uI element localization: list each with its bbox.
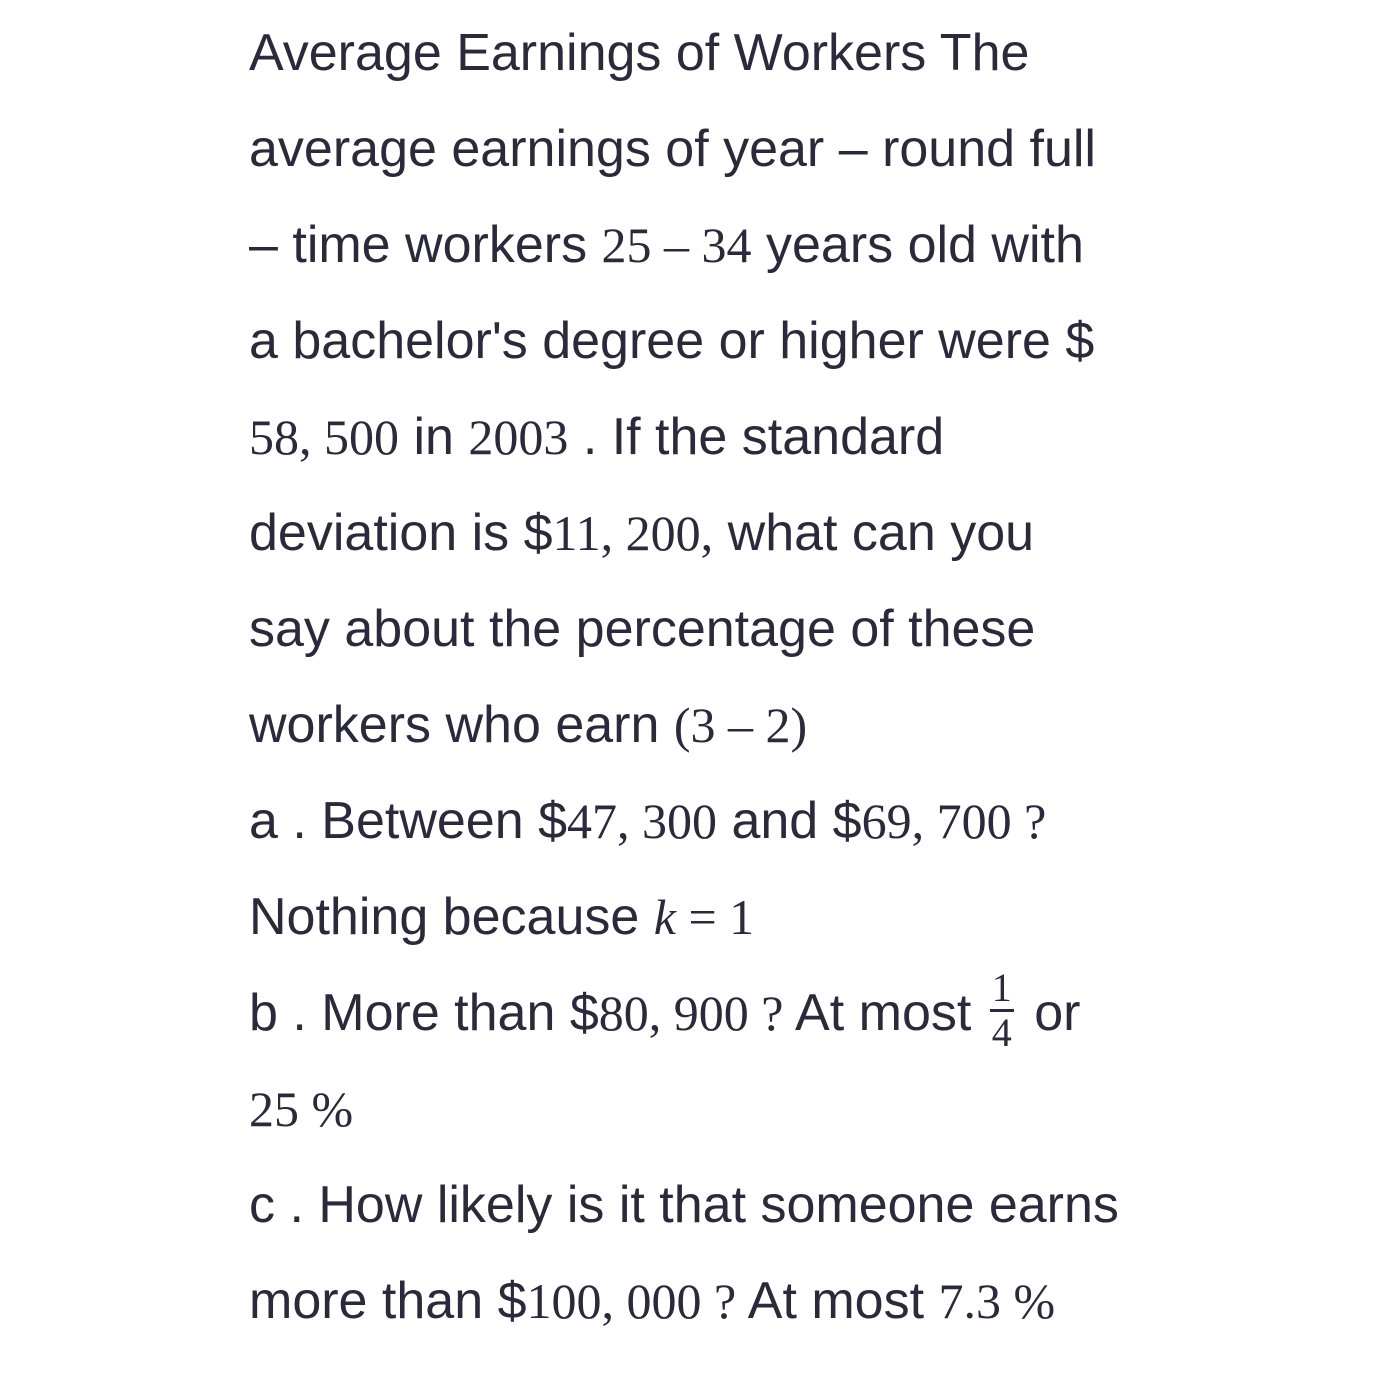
question-b: b . More than $80, 900 ? At most $\frac{1}{4}$ or <box>249 964 1081 1055</box>
answer-c: 7.3 % <box>938 1273 1056 1329</box>
fraction-one-quarter <box>990 964 1014 1055</box>
question-c-continued: more than $100, 000 ? At most 7.3 % <box>249 1272 1056 1330</box>
age-range: 25 – 34 <box>601 217 752 273</box>
text-line-8: workers who earn (3 – 2) <box>249 696 808 754</box>
answer-b: 25 % <box>249 1081 354 1137</box>
fraction-numerator: 1 <box>991 964 1012 1010</box>
text-line-2: average earnings of year – round full <box>249 120 1096 178</box>
year-value: 2003 <box>468 409 569 465</box>
k-variable: k <box>653 889 676 945</box>
answer-a: Nothing because k = 1 <box>249 888 755 946</box>
mean-value: 58, 500 <box>249 409 399 465</box>
text-line-5: 58, 500 in 2003 . If the standard <box>249 408 945 466</box>
text-line-1 <box>249 5 1029 101</box>
section-ref: (3 – 2) <box>673 697 808 753</box>
text-line-4: a bachelor's degree or higher were $ <box>249 312 1095 370</box>
fraction-denominator: 4 <box>991 1009 1012 1055</box>
std-dev-value: 11, 200, <box>552 505 714 561</box>
question-c: c . How likely is it that someone earns <box>249 1176 1119 1234</box>
text-line-6: deviation is $11, 200, what can you <box>249 504 1035 562</box>
text-line-7: say about the percentage of these <box>249 600 1036 658</box>
title-text: Average Earnings of Workers The <box>249 24 1030 82</box>
question-a: a . Between $47, 300 and $69, 700 ? <box>249 792 1047 850</box>
text-line-3: – time workers 25 – 34 years old with <box>249 216 1084 274</box>
